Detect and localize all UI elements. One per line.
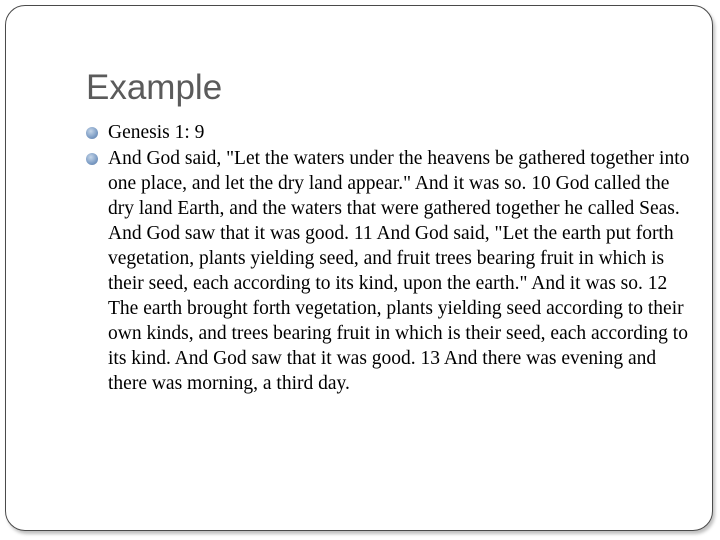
slide-frame [5,5,713,531]
bullet-item [86,146,692,396]
slide-title: Example [86,68,223,107]
bullet-item [86,120,692,145]
bullet-list [86,120,692,397]
bullet-text: And God said, "Let the waters under the heavens be gathered together into one place, and let the dry land appear." And it was so. 10 God called the dry land Earth, and the waters that were gathered together he called Seas. And God saw that it was good. 11 And God said, "Let the earth put forth vegetation, plants yielding seed, and fruit trees bearing fruit in which is their seed, each according to its kind, upon the earth." And it was so. 12 The earth brought forth vegetation, plants yielding seed according to their own kinds, and trees bearing fruit in which is their seed, each according to its kind. And God saw that it was good. 13 And there was evening and there was morning, a third day. [108,148,690,394]
bullet-text: Genesis 1: 9 [108,122,205,143]
bullet-dot-icon [86,127,98,139]
bullet-dot-icon [86,153,98,165]
